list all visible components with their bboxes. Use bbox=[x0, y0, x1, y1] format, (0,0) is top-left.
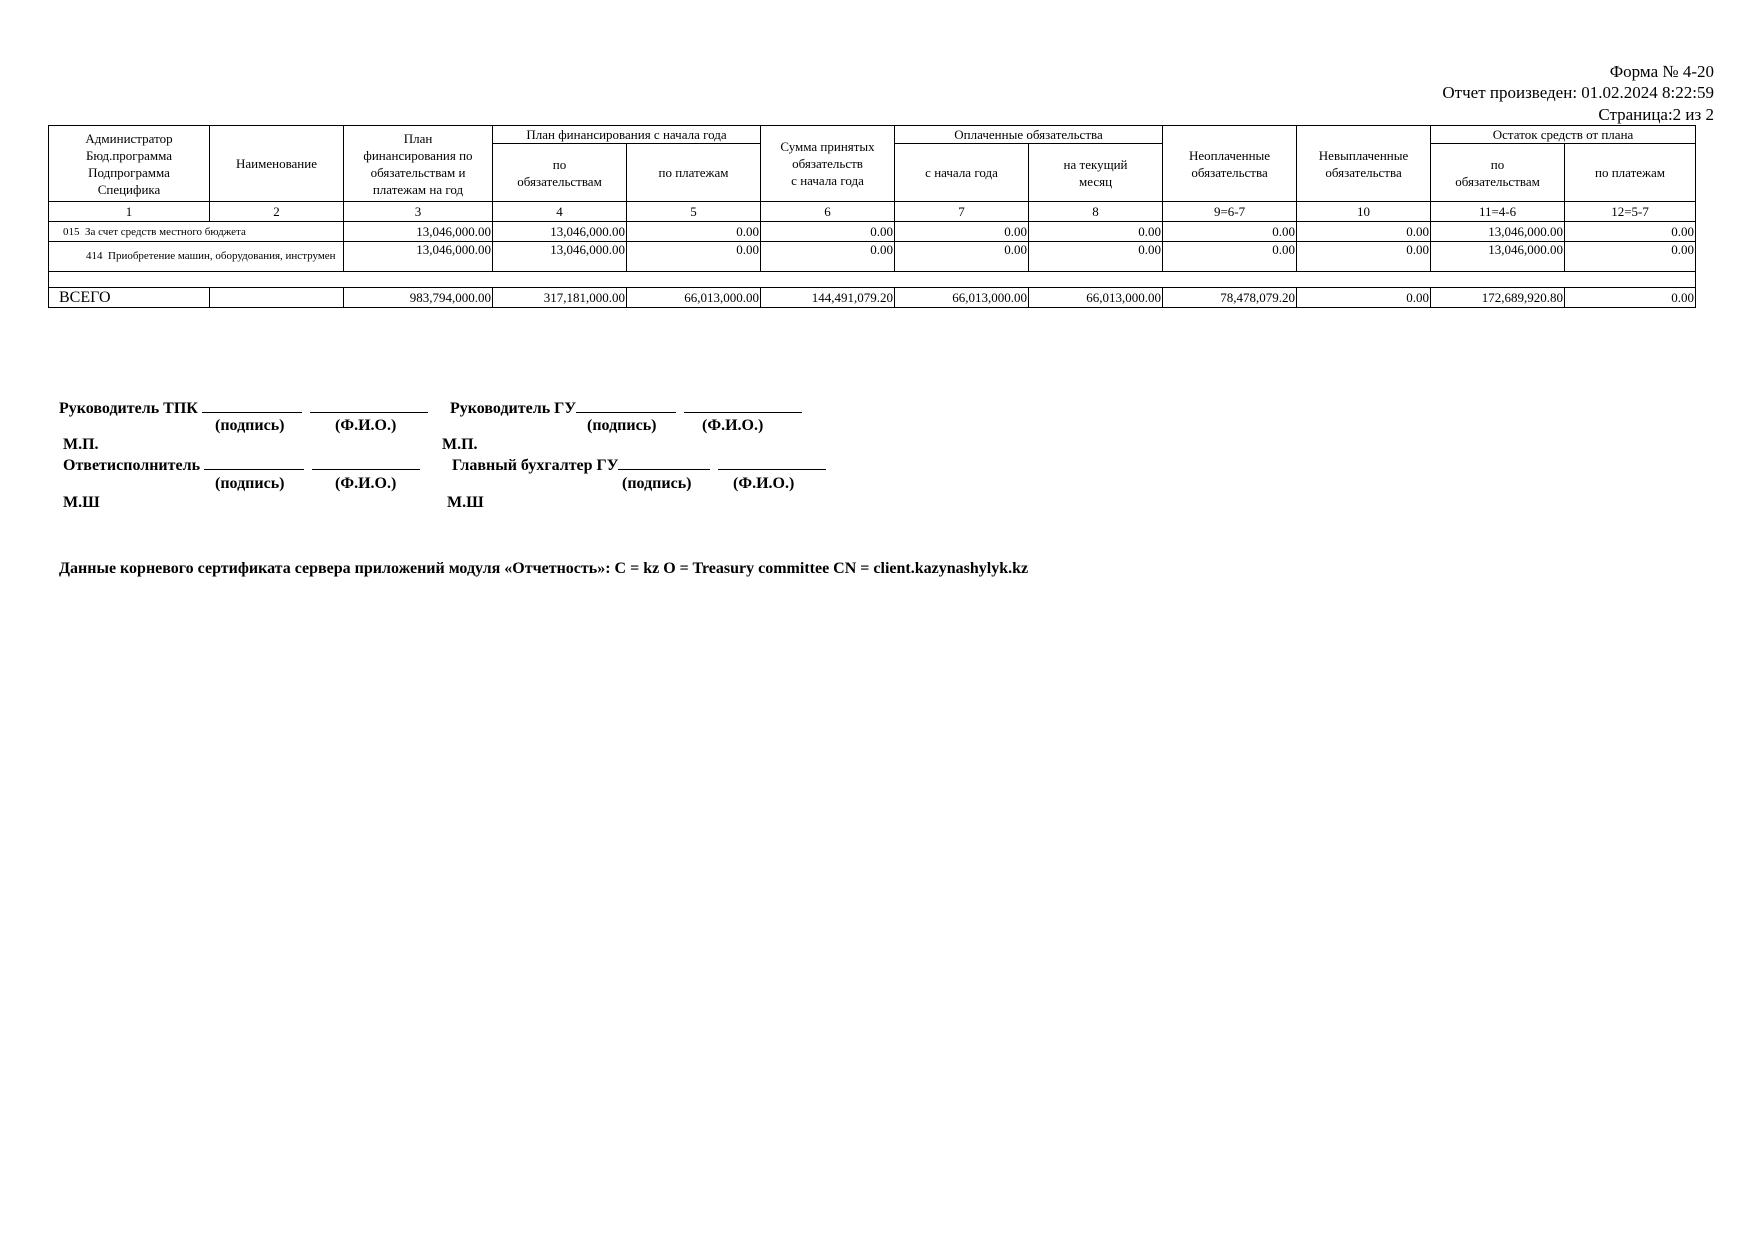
row-label: 015 За счет средств местного бюджета bbox=[49, 222, 344, 242]
stamp-mp: М.П. bbox=[63, 436, 99, 453]
fio-caption: (Ф.И.О.) bbox=[702, 417, 764, 434]
table-cell: 0.00 bbox=[1163, 242, 1297, 272]
table-cell: 66,013,000.00 bbox=[627, 288, 761, 308]
chief-accountant-label: Главный бухгалтер ГУ bbox=[452, 457, 619, 474]
table-cell: 66,013,000.00 bbox=[895, 288, 1029, 308]
form-number: Форма № 4-20 bbox=[1609, 62, 1714, 81]
group-remaining: Остаток средств от плана bbox=[1431, 126, 1696, 144]
stamp-mp: М.П. bbox=[442, 436, 478, 453]
table-cell: 172,689,920.80 bbox=[1431, 288, 1565, 308]
table-cell: 13,046,000.00 bbox=[1431, 222, 1565, 242]
col-number: 12=5-7 bbox=[1565, 202, 1696, 222]
table-cell: 78,478,079.20 bbox=[1163, 288, 1297, 308]
table-cell: 0.00 bbox=[1297, 288, 1431, 308]
table-cell: 0.00 bbox=[1565, 222, 1696, 242]
page-number: Страница:2 из 2 bbox=[1598, 105, 1714, 124]
table-cell: 983,794,000.00 bbox=[344, 288, 493, 308]
table-cell: 0.00 bbox=[761, 222, 895, 242]
fio-caption: (Ф.И.О.) bbox=[335, 475, 397, 492]
gu-head-line bbox=[450, 398, 802, 418]
table-cell: 144,491,079.20 bbox=[761, 288, 895, 308]
certificate-info: Данные корневого сертификата сервера приложений модуля «Отчетность»: C = kz O = Treasury committee CN = client.kazynashylyk.kz bbox=[59, 560, 1029, 577]
col-unsettled-header: Невыплаченные обязательства bbox=[1297, 126, 1431, 202]
sign-caption: (подпись) bbox=[622, 475, 692, 492]
table-row bbox=[49, 242, 1696, 272]
column-number-row bbox=[49, 202, 1696, 222]
table-cell: 0.00 bbox=[895, 222, 1029, 242]
table-cell: 0.00 bbox=[627, 222, 761, 242]
col-number: 5 bbox=[627, 202, 761, 222]
name-line bbox=[312, 455, 420, 470]
col-number: 4 bbox=[493, 202, 627, 222]
col-number: 8 bbox=[1029, 202, 1163, 222]
header-row-1 bbox=[49, 126, 1696, 144]
table-cell: 0.00 bbox=[1565, 288, 1696, 308]
table-cell: 0.00 bbox=[1297, 222, 1431, 242]
total-row bbox=[49, 288, 1696, 308]
table-cell bbox=[210, 288, 344, 308]
table-cell: 13,046,000.00 bbox=[344, 242, 493, 272]
fio-caption: (Ф.И.О.) bbox=[733, 475, 795, 492]
signature-line bbox=[204, 455, 304, 470]
sign-caption: (подпись) bbox=[215, 417, 285, 434]
col-number: 9=6-7 bbox=[1163, 202, 1297, 222]
table-cell: 13,046,000.00 bbox=[493, 222, 627, 242]
col-paid-since-start-header: с начала года bbox=[895, 144, 1029, 202]
table-cell: 0.00 bbox=[1163, 222, 1297, 242]
col-name-header: Наименование bbox=[210, 126, 344, 202]
table-cell: 0.00 bbox=[761, 242, 895, 272]
col-admin-header: Администратор Бюд.программа Подпрограмма Специфика bbox=[49, 126, 210, 202]
col-number: 10 bbox=[1297, 202, 1431, 222]
spacer-cell bbox=[49, 272, 1696, 288]
report-table bbox=[48, 125, 1696, 308]
total-label: ВСЕГО bbox=[49, 288, 210, 308]
col-plan-header: План финансирования по обязательствам и платежам на год bbox=[344, 126, 493, 202]
table-cell: 0.00 bbox=[1029, 242, 1163, 272]
col-accepted-header: Сумма принятых обязательств с начала года bbox=[761, 126, 895, 202]
group-plan-since-year-start: План финансирования с начала года bbox=[493, 126, 761, 144]
col-remaining-obligations-header: по обязательствам bbox=[1431, 144, 1565, 202]
tpk-head-line bbox=[59, 398, 428, 418]
table-cell: 0.00 bbox=[627, 242, 761, 272]
col-number: 7 bbox=[895, 202, 1029, 222]
name-line bbox=[310, 398, 428, 413]
signature-line bbox=[618, 455, 710, 470]
executor-label: Ответисполнитель bbox=[63, 457, 201, 474]
col-paid-month-header: на текущий месяц bbox=[1029, 144, 1163, 202]
stamp-msh: М.Ш bbox=[63, 494, 100, 511]
table-row bbox=[49, 222, 1696, 242]
fio-caption: (Ф.И.О.) bbox=[335, 417, 397, 434]
tpk-head-label: Руководитель ТПК bbox=[59, 400, 198, 417]
col-remaining-payments-header: по платежам bbox=[1565, 144, 1696, 202]
chief-accountant-line bbox=[452, 455, 826, 475]
row-label: 414 Приобретение машин, оборудования, инструмен bbox=[49, 242, 344, 272]
col-number: 2 bbox=[210, 202, 344, 222]
stamp-msh: М.Ш bbox=[447, 494, 484, 511]
signature-line bbox=[576, 398, 676, 413]
table-cell: 66,013,000.00 bbox=[1029, 288, 1163, 308]
col-number: 1 bbox=[49, 202, 210, 222]
col-plan-payments-header: по платежам bbox=[627, 144, 761, 202]
signature-line bbox=[202, 398, 302, 413]
table-cell: 13,046,000.00 bbox=[344, 222, 493, 242]
col-plan-obligations-header: по обязательствам bbox=[493, 144, 627, 202]
report-generated: Отчет произведен: 01.02.2024 8:22:59 bbox=[1442, 83, 1714, 102]
table-cell: 0.00 bbox=[1029, 222, 1163, 242]
sign-caption: (подпись) bbox=[215, 475, 285, 492]
col-number: 3 bbox=[344, 202, 493, 222]
table-cell: 0.00 bbox=[1297, 242, 1431, 272]
table-cell: 13,046,000.00 bbox=[1431, 242, 1565, 272]
name-line bbox=[684, 398, 802, 413]
sign-caption: (подпись) bbox=[587, 417, 657, 434]
table-cell: 13,046,000.00 bbox=[493, 242, 627, 272]
col-number: 11=4-6 bbox=[1431, 202, 1565, 222]
gu-head-label: Руководитель ГУ bbox=[450, 400, 577, 417]
spacer-row bbox=[49, 272, 1696, 288]
col-number: 6 bbox=[761, 202, 895, 222]
table-cell: 0.00 bbox=[895, 242, 1029, 272]
name-line bbox=[718, 455, 826, 470]
table-cell: 317,181,000.00 bbox=[493, 288, 627, 308]
executor-line bbox=[63, 455, 420, 475]
col-unpaid-header: Неоплаченные обязательства bbox=[1163, 126, 1297, 202]
table-cell: 0.00 bbox=[1565, 242, 1696, 272]
group-paid-obligations: Оплаченные обязательства bbox=[895, 126, 1163, 144]
